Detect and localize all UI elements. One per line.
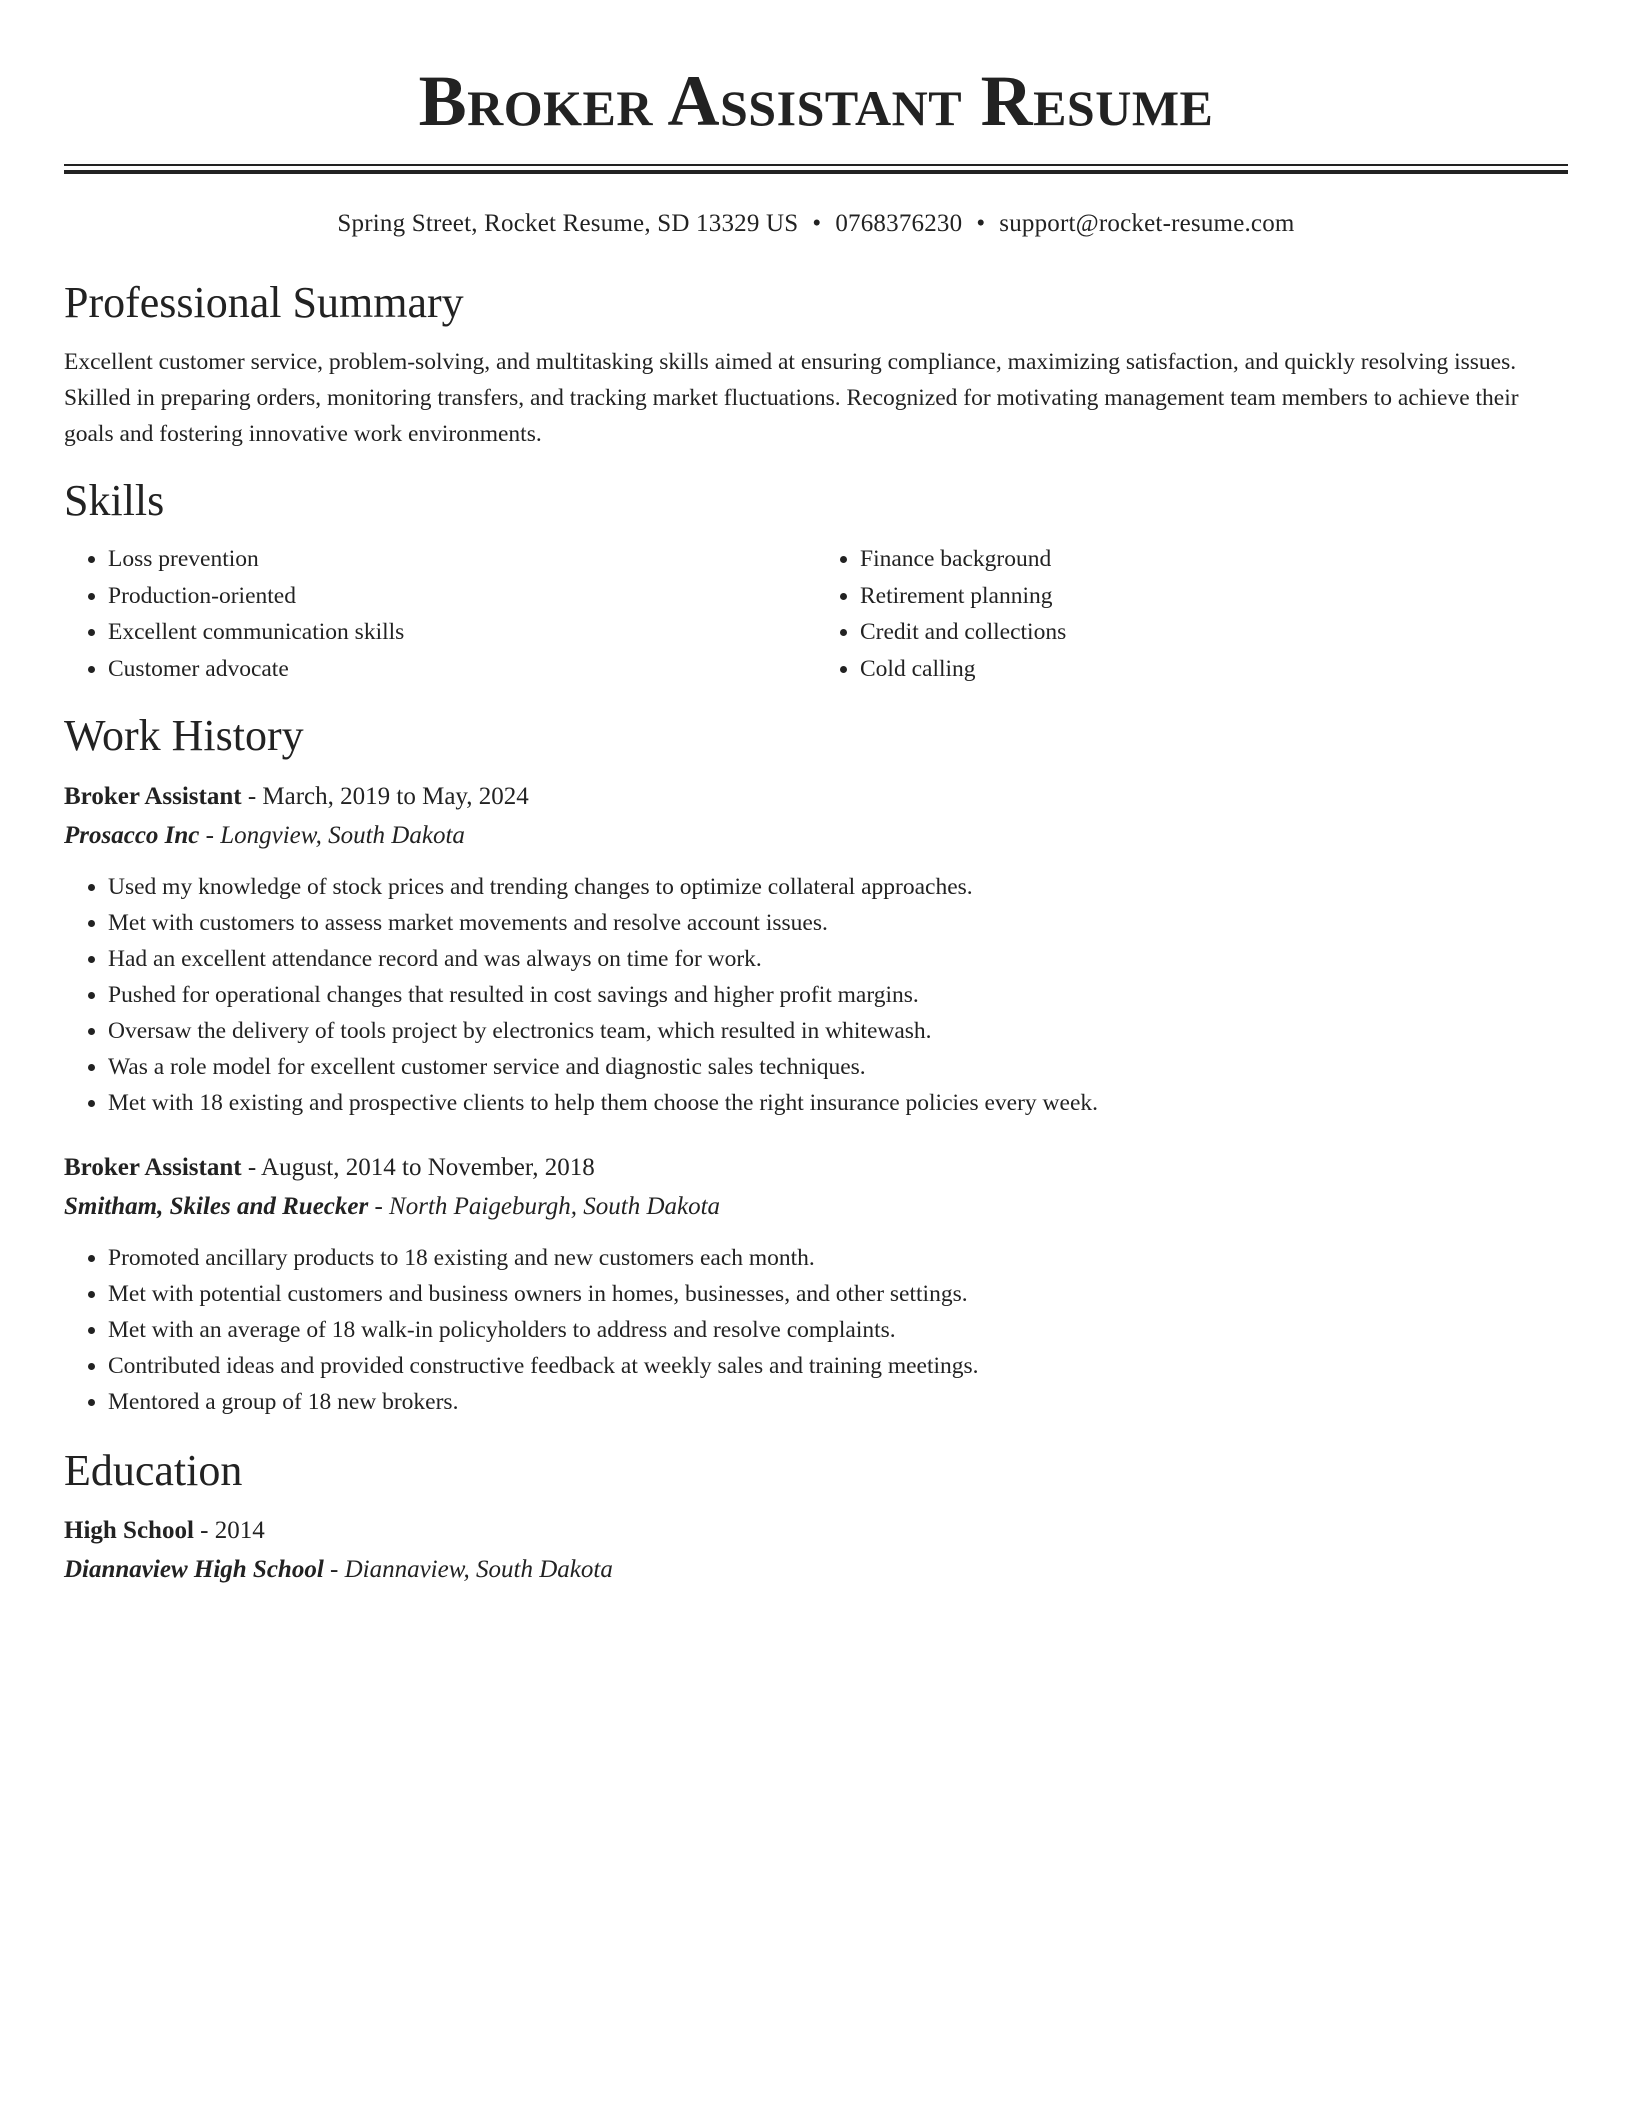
- job-duties-list: [64, 869, 1568, 1121]
- company-line: [64, 816, 1568, 855]
- job-dates: - March, 2019 to May, 2024: [241, 783, 529, 810]
- skill-item: • Customer advocate: [108, 651, 816, 688]
- job-duty-item: • Pushed for operational changes that resulted in cost savings and higher profit margins.: [108, 977, 1568, 1013]
- education-year: - 2014: [193, 1517, 265, 1544]
- skills-list: [64, 541, 1568, 687]
- education-heading: Education: [64, 1446, 243, 1495]
- job-duty-item: • Met with potential customers and business owners in homes, businesses, and other settings.: [108, 1276, 1568, 1312]
- job-duty-item: • Had an excellent attendance record and was always on time for work.: [108, 941, 1568, 977]
- job-title: Broker Assistant: [64, 783, 242, 810]
- education-school: Diannaview High School: [64, 1556, 324, 1583]
- job-title-line: [64, 1149, 1568, 1187]
- company-location: - Longview, South Dakota: [199, 822, 465, 849]
- job-title: Broker Assistant: [64, 1154, 242, 1181]
- contact-address: Spring Street, Rocket Resume, SD 13329 US: [337, 210, 799, 237]
- contact-email: support@rocket-resume.com: [999, 210, 1295, 237]
- job-duty-item: • Promoted ancillary products to 18 existing and new customers each month.: [108, 1240, 1568, 1276]
- skill-item: • Retirement planning: [860, 578, 1568, 615]
- education-school-line: [64, 1550, 1568, 1589]
- summary-text: Excellent customer service, problem-solving, and multitasking skills aimed at ensuring compliance, maximizing satisfaction, and quickly resolving issues. Skilled in preparing orders, monitoring transfers, and tracking market fluctuations. Recognized for motivating management team members to achieve their goals and fostering innovative work environments.: [64, 349, 1519, 447]
- skills-column-right: [816, 541, 1568, 687]
- title-divider: [64, 164, 1568, 174]
- contact-separator: •: [976, 210, 986, 237]
- job-duty-item: • Was a role model for excellent customer service and diagnostic sales techniques.: [108, 1049, 1568, 1085]
- skill-item: • Credit and collections: [860, 614, 1568, 651]
- job-duty-item: • Met with customers to assess market movements and resolve account issues.: [108, 905, 1568, 941]
- skills-heading: Skills: [64, 476, 165, 525]
- company-line: [64, 1187, 1568, 1226]
- company-location: - North Paigeburgh, South Dakota: [368, 1193, 721, 1220]
- skill-item: • Production-oriented: [108, 578, 816, 615]
- education-location: - Diannaview, South Dakota: [323, 1556, 613, 1583]
- job-duties-list: [64, 1240, 1568, 1420]
- education-degree: High School: [64, 1517, 194, 1544]
- skill-item: • Loss prevention: [108, 541, 816, 578]
- contact-separator: •: [812, 210, 822, 237]
- job-duty-item: • Met with 18 existing and prospective clients to help them choose the right insurance policies every week.: [108, 1085, 1568, 1121]
- contact-phone: 0768376230: [835, 210, 963, 237]
- resume-title: Broker Assistant Resume: [418, 61, 1214, 141]
- summary-heading: Professional Summary: [64, 278, 464, 327]
- work-history-heading: Work History: [64, 711, 304, 760]
- skill-item: • Finance background: [860, 541, 1568, 578]
- job-title-line: [64, 778, 1568, 816]
- job-duty-item: • Contributed ideas and provided constructive feedback at weekly sales and training meetings.: [108, 1348, 1568, 1384]
- company-name: Smitham, Skiles and Ruecker: [64, 1193, 369, 1220]
- skill-item: • Excellent communication skills: [108, 614, 816, 651]
- job-duty-item: • Mentored a group of 18 new brokers.: [108, 1384, 1568, 1420]
- company-name: Prosacco Inc: [64, 822, 200, 849]
- job-duty-item: • Used my knowledge of stock prices and trending changes to optimize collateral approaches.: [108, 869, 1568, 905]
- job-duty-item: • Met with an average of 18 walk-in policyholders to address and resolve complaints.: [108, 1312, 1568, 1348]
- education-degree-line: [64, 1512, 1568, 1550]
- skills-column-left: [64, 541, 816, 687]
- job-dates: - August, 2014 to November, 2018: [241, 1154, 595, 1181]
- job-duty-item: • Oversaw the delivery of tools project by electronics team, which resulted in whitewash.: [108, 1013, 1568, 1049]
- contact-line: [64, 206, 1568, 242]
- skill-item: • Cold calling: [860, 651, 1568, 688]
